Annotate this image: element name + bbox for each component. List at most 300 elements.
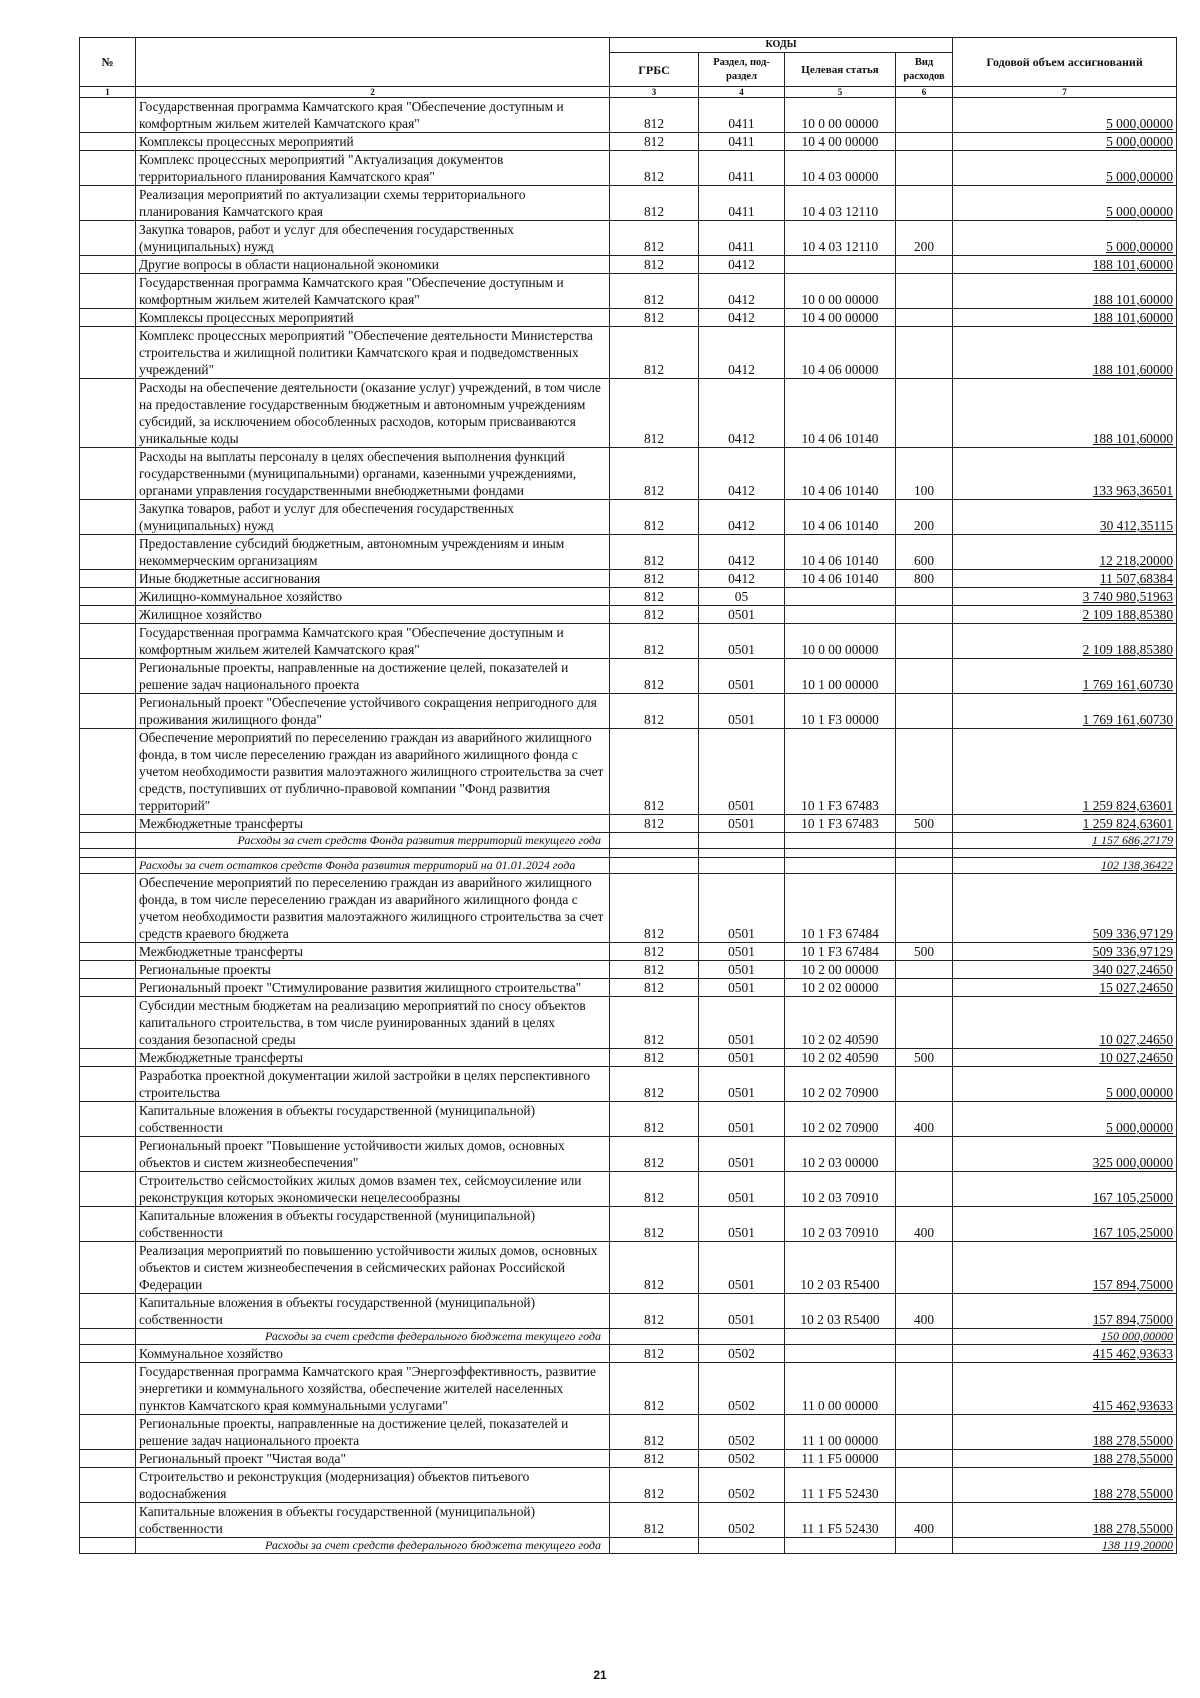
table-row (80, 997, 1177, 1049)
vid-cell (896, 256, 953, 274)
razdel-cell: 0502 (699, 1345, 785, 1363)
vid-cell: 400 (896, 1207, 953, 1242)
name-cell: Обеспечение мероприятий по переселению граждан из аварийного жилищного фонда, в том числе переселению граждан из аварийного жилищного фонда с учетом необходимости развития малоэтажного жилищного строительства за счет средств, поступивших от публично-правовой компании "Фонд развития территорий" (136, 729, 610, 815)
razdel-cell: 0502 (699, 1503, 785, 1538)
name-cell: Региональный проект "Повышение устойчивости жилых домов, основных объектов и систем жизнеобеспечения" (136, 1137, 610, 1172)
name-cell: Региональный проект "Обеспечение устойчивого сокращения непригодного для проживания жилищного фонда" (136, 694, 610, 729)
table-row (80, 1242, 1177, 1294)
num-cell (80, 151, 136, 186)
vid-cell (896, 1067, 953, 1102)
num-cell (80, 1067, 136, 1102)
num-cell (80, 1450, 136, 1468)
header-volume: Годовой объем ассигнований (953, 38, 1177, 87)
sum-cell: 509 336,97129 (953, 943, 1177, 961)
vid-cell (896, 309, 953, 327)
num-cell (80, 500, 136, 535)
table-body (80, 98, 1177, 1554)
celevaya-cell: 10 4 03 12110 (785, 186, 896, 221)
header-razdel: Раздел, под-раздел (699, 53, 785, 87)
num-cell (80, 1538, 136, 1554)
table-row (80, 815, 1177, 833)
razdel-cell: 0502 (699, 1468, 785, 1503)
name-cell: Реализация мероприятий по повышению устойчивости жилых домов, основных объектов и систем жизнеобеспечения в сейсмических районах Российской Федерации (136, 1242, 610, 1294)
celevaya-cell: 11 1 F5 52430 (785, 1503, 896, 1538)
razdel-cell: 0411 (699, 186, 785, 221)
sum-cell: 415 462,93633 (953, 1363, 1177, 1415)
celevaya-cell: 10 2 03 R5400 (785, 1242, 896, 1294)
sum-cell: 167 105,25000 (953, 1172, 1177, 1207)
vid-cell (896, 1345, 953, 1363)
table-row (80, 1207, 1177, 1242)
num-cell (80, 327, 136, 379)
sum-cell: 2 109 188,85380 (953, 624, 1177, 659)
sum-cell: 1 769 161,60730 (953, 659, 1177, 694)
grbs-cell (610, 833, 699, 849)
celevaya-cell: 10 4 06 10140 (785, 448, 896, 500)
num-cell (80, 858, 136, 874)
celevaya-cell: 10 1 F3 67483 (785, 815, 896, 833)
table-row (80, 694, 1177, 729)
num-cell (80, 1242, 136, 1294)
razdel-cell: 0412 (699, 535, 785, 570)
table-row (80, 1415, 1177, 1450)
name-cell: Расходы на выплаты персоналу в целях обеспечения выполнения функций государственными (муниципальными) органами, казенными учреждениями, органами управления государственными внебюджетными фондами (136, 448, 610, 500)
razdel-cell: 0501 (699, 694, 785, 729)
razdel-cell (699, 1329, 785, 1345)
grbs-cell: 812 (610, 1415, 699, 1450)
name-cell: Коммунальное хозяйство (136, 1345, 610, 1363)
name-cell: Обеспечение мероприятий по переселению граждан из аварийного жилищного фонда, в том числе переселению граждан из аварийного жилищного фонда с учетом необходимости развития малоэтажного жилищного строительства за счет средств краевого бюджета (136, 874, 610, 943)
num-cell (80, 1207, 136, 1242)
num-cell (80, 309, 136, 327)
table-row (80, 570, 1177, 588)
num-cell (80, 833, 136, 849)
razdel-cell: 0411 (699, 133, 785, 151)
name-cell: Закупка товаров, работ и услуг для обеспечения государственных (муниципальных) нужд (136, 500, 610, 535)
name-cell: Региональные проекты, направленные на достижение целей, показателей и решение задач национального проекта (136, 1415, 610, 1450)
col-number: 4 (699, 87, 785, 98)
grbs-cell: 812 (610, 1049, 699, 1067)
name-cell: Закупка товаров, работ и услуг для обеспечения государственных (муниципальных) нужд (136, 221, 610, 256)
num-cell (80, 535, 136, 570)
grbs-cell: 812 (610, 1207, 699, 1242)
grbs-cell (610, 858, 699, 874)
vid-cell (896, 624, 953, 659)
celevaya-cell: 10 2 03 70910 (785, 1172, 896, 1207)
num-cell (80, 133, 136, 151)
sum-cell: 188 101,60000 (953, 327, 1177, 379)
num-cell (80, 1102, 136, 1137)
celevaya-cell: 10 2 02 40590 (785, 997, 896, 1049)
vid-cell (896, 1329, 953, 1345)
table-row (80, 874, 1177, 943)
header-codes: КОДЫ (610, 38, 953, 53)
table-row (80, 186, 1177, 221)
table-row (80, 274, 1177, 309)
vid-cell (896, 151, 953, 186)
vid-cell (896, 98, 953, 133)
celevaya-cell: 10 4 03 12110 (785, 221, 896, 256)
razdel-cell: 05 (699, 588, 785, 606)
empty-cell (785, 849, 896, 858)
sum-cell: 5 000,00000 (953, 151, 1177, 186)
grbs-cell: 812 (610, 1468, 699, 1503)
budget-table (79, 37, 1177, 1554)
vid-cell: 500 (896, 1049, 953, 1067)
header-vid: Вид расходов (896, 53, 953, 87)
num-cell (80, 1172, 136, 1207)
table-row (80, 1468, 1177, 1503)
razdel-cell: 0411 (699, 221, 785, 256)
celevaya-cell: 10 2 03 00000 (785, 1137, 896, 1172)
celevaya-cell (785, 833, 896, 849)
name-cell: Расходы за счет средств Фонда развития территорий текущего года (136, 833, 610, 849)
num-cell (80, 221, 136, 256)
num-cell (80, 1137, 136, 1172)
name-cell: Разработка проектной документации жилой застройки в целях перспективного строительства (136, 1067, 610, 1102)
name-cell: Расходы за счет остатков средств Фонда развития территорий на 01.01.2024 года (136, 858, 610, 874)
grbs-cell: 812 (610, 979, 699, 997)
celevaya-cell (785, 1538, 896, 1554)
vid-cell: 500 (896, 815, 953, 833)
num-cell (80, 1468, 136, 1503)
sum-cell: 30 412,35115 (953, 500, 1177, 535)
col-number: 5 (785, 87, 896, 98)
razdel-cell: 0501 (699, 1067, 785, 1102)
num-cell (80, 874, 136, 943)
num-cell (80, 1415, 136, 1450)
table-row (80, 98, 1177, 133)
name-cell: Строительство и реконструкция (модернизация) объектов питьевого водоснабжения (136, 1468, 610, 1503)
celevaya-cell (785, 1345, 896, 1363)
grbs-cell: 812 (610, 327, 699, 379)
col-number: 2 (136, 87, 610, 98)
col-number: 1 (80, 87, 136, 98)
table-row (80, 659, 1177, 694)
razdel-cell: 0411 (699, 151, 785, 186)
empty-cell (699, 849, 785, 858)
celevaya-cell: 10 2 03 R5400 (785, 1294, 896, 1329)
budget-table-sheet (79, 37, 1176, 1554)
col-number: 6 (896, 87, 953, 98)
table-row (80, 943, 1177, 961)
name-cell: Капитальные вложения в объекты государственной (муниципальной) собственности (136, 1207, 610, 1242)
num-cell (80, 815, 136, 833)
celevaya-cell (785, 858, 896, 874)
celevaya-cell: 11 1 F5 52430 (785, 1468, 896, 1503)
razdel-cell: 0502 (699, 1363, 785, 1415)
num-cell (80, 98, 136, 133)
sum-cell: 1 769 161,60730 (953, 694, 1177, 729)
name-cell: Строительство сейсмостойких жилых домов взамен тех, сейсмоусиление или реконструкция которых экономически нецелесообразны (136, 1172, 610, 1207)
table-row (80, 500, 1177, 535)
vid-cell: 500 (896, 943, 953, 961)
table-row (80, 1503, 1177, 1538)
name-cell: Расходы за счет средств федерального бюджета текущего года (136, 1329, 610, 1345)
table-row (80, 961, 1177, 979)
razdel-cell: 0501 (699, 624, 785, 659)
grbs-cell: 812 (610, 729, 699, 815)
num-cell (80, 624, 136, 659)
razdel-cell: 0501 (699, 874, 785, 943)
num-cell (80, 1049, 136, 1067)
razdel-cell: 0501 (699, 606, 785, 624)
sum-cell: 5 000,00000 (953, 1067, 1177, 1102)
num-cell (80, 1329, 136, 1345)
table-note-row (80, 858, 1177, 874)
table-row (80, 1450, 1177, 1468)
celevaya-cell (785, 256, 896, 274)
vid-cell (896, 1137, 953, 1172)
name-cell: Комплексы процессных мероприятий (136, 133, 610, 151)
table-row (80, 729, 1177, 815)
vid-cell (896, 1242, 953, 1294)
razdel-cell: 0501 (699, 943, 785, 961)
sum-cell: 3 740 980,51963 (953, 588, 1177, 606)
celevaya-cell: 10 2 02 00000 (785, 979, 896, 997)
grbs-cell: 812 (610, 815, 699, 833)
grbs-cell: 812 (610, 874, 699, 943)
name-cell: Межбюджетные трансферты (136, 943, 610, 961)
grbs-cell: 812 (610, 659, 699, 694)
sum-cell: 5 000,00000 (953, 221, 1177, 256)
celevaya-cell (785, 606, 896, 624)
celevaya-cell: 10 4 00 00000 (785, 309, 896, 327)
celevaya-cell: 11 1 00 00000 (785, 1415, 896, 1450)
num-cell (80, 694, 136, 729)
razdel-cell: 0412 (699, 500, 785, 535)
grbs-cell: 812 (610, 151, 699, 186)
grbs-cell: 812 (610, 256, 699, 274)
name-cell: Государственная программа Камчатского края "Энергоэффективность, развитие энергетики и коммунального хозяйства, обеспечение жителей населенных пунктов Камчатского края коммунальными услугами" (136, 1363, 610, 1415)
table-row (80, 1363, 1177, 1415)
grbs-cell: 812 (610, 1503, 699, 1538)
grbs-cell: 812 (610, 535, 699, 570)
grbs-cell: 812 (610, 1450, 699, 1468)
vid-cell (896, 961, 953, 979)
vid-cell (896, 274, 953, 309)
sum-cell: 133 963,36501 (953, 448, 1177, 500)
razdel-cell: 0501 (699, 979, 785, 997)
sum-cell: 5 000,00000 (953, 186, 1177, 221)
num-cell (80, 979, 136, 997)
celevaya-cell: 10 2 02 70900 (785, 1102, 896, 1137)
col-number: 7 (953, 87, 1177, 98)
celevaya-cell: 10 4 06 10140 (785, 379, 896, 448)
vid-cell (896, 997, 953, 1049)
grbs-cell (610, 1329, 699, 1345)
grbs-cell: 812 (610, 943, 699, 961)
vid-cell (896, 588, 953, 606)
sum-cell: 102 138,36422 (953, 858, 1177, 874)
empty-cell (896, 849, 953, 858)
num-cell (80, 186, 136, 221)
sum-cell: 188 101,60000 (953, 256, 1177, 274)
razdel-cell: 0501 (699, 729, 785, 815)
sum-cell: 5 000,00000 (953, 133, 1177, 151)
grbs-cell: 812 (610, 1172, 699, 1207)
name-cell: Комплексы процессных мероприятий (136, 309, 610, 327)
vid-cell: 100 (896, 448, 953, 500)
grbs-cell: 812 (610, 1067, 699, 1102)
empty-cell (610, 849, 699, 858)
sum-cell: 188 278,55000 (953, 1503, 1177, 1538)
sum-cell: 188 278,55000 (953, 1468, 1177, 1503)
sum-cell: 157 894,75000 (953, 1294, 1177, 1329)
table-row (80, 448, 1177, 500)
razdel-cell (699, 833, 785, 849)
grbs-cell: 812 (610, 606, 699, 624)
razdel-cell: 0412 (699, 309, 785, 327)
razdel-cell: 0412 (699, 570, 785, 588)
razdel-cell: 0412 (699, 274, 785, 309)
name-cell: Региональные проекты, направленные на достижение целей, показателей и решение задач национального проекта (136, 659, 610, 694)
sum-cell: 325 000,00000 (953, 1137, 1177, 1172)
sum-cell: 415 462,93633 (953, 1345, 1177, 1363)
page-number: 21 (593, 1668, 607, 1682)
table-row (80, 1049, 1177, 1067)
vid-cell: 200 (896, 221, 953, 256)
empty-cell (953, 849, 1177, 858)
grbs-cell: 812 (610, 98, 699, 133)
razdel-cell: 0501 (699, 1049, 785, 1067)
table-row (80, 979, 1177, 997)
num-cell (80, 1503, 136, 1538)
sum-cell: 2 109 188,85380 (953, 606, 1177, 624)
celevaya-cell: 10 1 F3 67484 (785, 943, 896, 961)
vid-cell (896, 327, 953, 379)
num-cell (80, 1363, 136, 1415)
sum-cell: 11 507,68384 (953, 570, 1177, 588)
vid-cell (896, 1415, 953, 1450)
table-row (80, 379, 1177, 448)
table-row (80, 256, 1177, 274)
header-name (136, 38, 610, 87)
num-cell (80, 729, 136, 815)
sum-cell: 188 101,60000 (953, 309, 1177, 327)
name-cell: Комплекс процессных мероприятий "Актуализация документов территориального планирования Камчатского края" (136, 151, 610, 186)
razdel-cell: 0501 (699, 1172, 785, 1207)
razdel-cell: 0502 (699, 1415, 785, 1450)
table-row (80, 1137, 1177, 1172)
name-cell: Субсидии местным бюджетам на реализацию мероприятий по сносу объектов капитального строительства, в том числе руинированных зданий в целях создания безопасной среды (136, 997, 610, 1049)
header-num: № (80, 38, 136, 87)
table-row (80, 327, 1177, 379)
name-cell: Жилищное хозяйство (136, 606, 610, 624)
name-cell: Государственная программа Камчатского края "Обеспечение доступным и комфортным жильем жителей Камчатского края" (136, 274, 610, 309)
name-cell: Капитальные вложения в объекты государственной (муниципальной) собственности (136, 1294, 610, 1329)
sum-cell: 167 105,25000 (953, 1207, 1177, 1242)
vid-cell: 400 (896, 1503, 953, 1538)
num-cell (80, 256, 136, 274)
razdel-cell: 0412 (699, 256, 785, 274)
celevaya-cell: 10 4 00 00000 (785, 133, 896, 151)
vid-cell (896, 979, 953, 997)
table-row (80, 309, 1177, 327)
celevaya-cell: 10 0 00 00000 (785, 624, 896, 659)
vid-cell (896, 133, 953, 151)
razdel-cell: 0411 (699, 98, 785, 133)
sum-cell: 5 000,00000 (953, 1102, 1177, 1137)
grbs-cell: 812 (610, 570, 699, 588)
num-cell (80, 943, 136, 961)
vid-cell (896, 1172, 953, 1207)
grbs-cell: 812 (610, 221, 699, 256)
vid-cell (896, 379, 953, 448)
name-cell: Расходы на обеспечение деятельности (оказание услуг) учреждений, в том числе на предоставление государственным бюджетным и автономным учреждениям субсидий, за исключением обособленных расходов, которым присваиваются уникальные коды (136, 379, 610, 448)
vid-cell: 800 (896, 570, 953, 588)
header-grbs: ГРБС (610, 53, 699, 87)
table-gap-row (80, 849, 1177, 858)
grbs-cell: 812 (610, 1137, 699, 1172)
celevaya-cell: 10 2 02 70900 (785, 1067, 896, 1102)
razdel-cell: 0501 (699, 1137, 785, 1172)
razdel-cell (699, 858, 785, 874)
sum-cell: 340 027,24650 (953, 961, 1177, 979)
num-cell (80, 570, 136, 588)
num-cell (80, 961, 136, 979)
sum-cell: 10 027,24650 (953, 1049, 1177, 1067)
name-cell: Расходы за счет средств федерального бюджета текущего года (136, 1538, 610, 1554)
grbs-cell: 812 (610, 309, 699, 327)
grbs-cell: 812 (610, 186, 699, 221)
grbs-cell: 812 (610, 500, 699, 535)
grbs-cell: 812 (610, 1102, 699, 1137)
celevaya-cell: 10 2 02 40590 (785, 1049, 896, 1067)
sum-cell: 1 259 824,63601 (953, 729, 1177, 815)
celevaya-cell: 10 2 00 00000 (785, 961, 896, 979)
grbs-cell: 812 (610, 961, 699, 979)
num-cell (80, 274, 136, 309)
name-cell: Предоставление субсидий бюджетным, автономным учреждениям и иным некоммерческим организациям (136, 535, 610, 570)
razdel-cell: 0501 (699, 659, 785, 694)
num-cell (80, 1345, 136, 1363)
sum-cell: 188 101,60000 (953, 274, 1177, 309)
celevaya-cell: 10 1 F3 00000 (785, 694, 896, 729)
sum-cell: 5 000,00000 (953, 98, 1177, 133)
name-cell: Государственная программа Камчатского края "Обеспечение доступным и комфортным жильем жителей Камчатского края" (136, 624, 610, 659)
sum-cell: 188 278,55000 (953, 1450, 1177, 1468)
vid-cell (896, 694, 953, 729)
name-cell: Региональные проекты (136, 961, 610, 979)
vid-cell: 400 (896, 1294, 953, 1329)
num-cell (80, 606, 136, 624)
name-cell: Реализация мероприятий по актуализации схемы территориального планирования Камчатского края (136, 186, 610, 221)
sum-cell: 138 119,20000 (953, 1538, 1177, 1554)
celevaya-cell: 10 4 06 00000 (785, 327, 896, 379)
razdel-cell: 0412 (699, 327, 785, 379)
table-row (80, 1294, 1177, 1329)
name-cell: Комплекс процессных мероприятий "Обеспечение деятельности Министерства строительства и жилищной политики Камчатского края и подведомственных учреждений" (136, 327, 610, 379)
table-row (80, 588, 1177, 606)
table-row (80, 606, 1177, 624)
celevaya-cell: 11 1 F5 00000 (785, 1450, 896, 1468)
table-row (80, 535, 1177, 570)
celevaya-cell: 10 2 03 70910 (785, 1207, 896, 1242)
name-cell: Жилищно-коммунальное хозяйство (136, 588, 610, 606)
vid-cell (896, 1538, 953, 1554)
grbs-cell: 812 (610, 1345, 699, 1363)
table-note-row (80, 1329, 1177, 1345)
razdel-cell: 0412 (699, 448, 785, 500)
empty-cell (80, 849, 136, 858)
grbs-cell: 812 (610, 379, 699, 448)
name-cell: Государственная программа Камчатского края "Обеспечение доступным и комфортным жильем жителей Камчатского края" (136, 98, 610, 133)
table-note-row (80, 1538, 1177, 1554)
empty-cell (136, 849, 610, 858)
razdel-cell: 0501 (699, 961, 785, 979)
table-row (80, 624, 1177, 659)
